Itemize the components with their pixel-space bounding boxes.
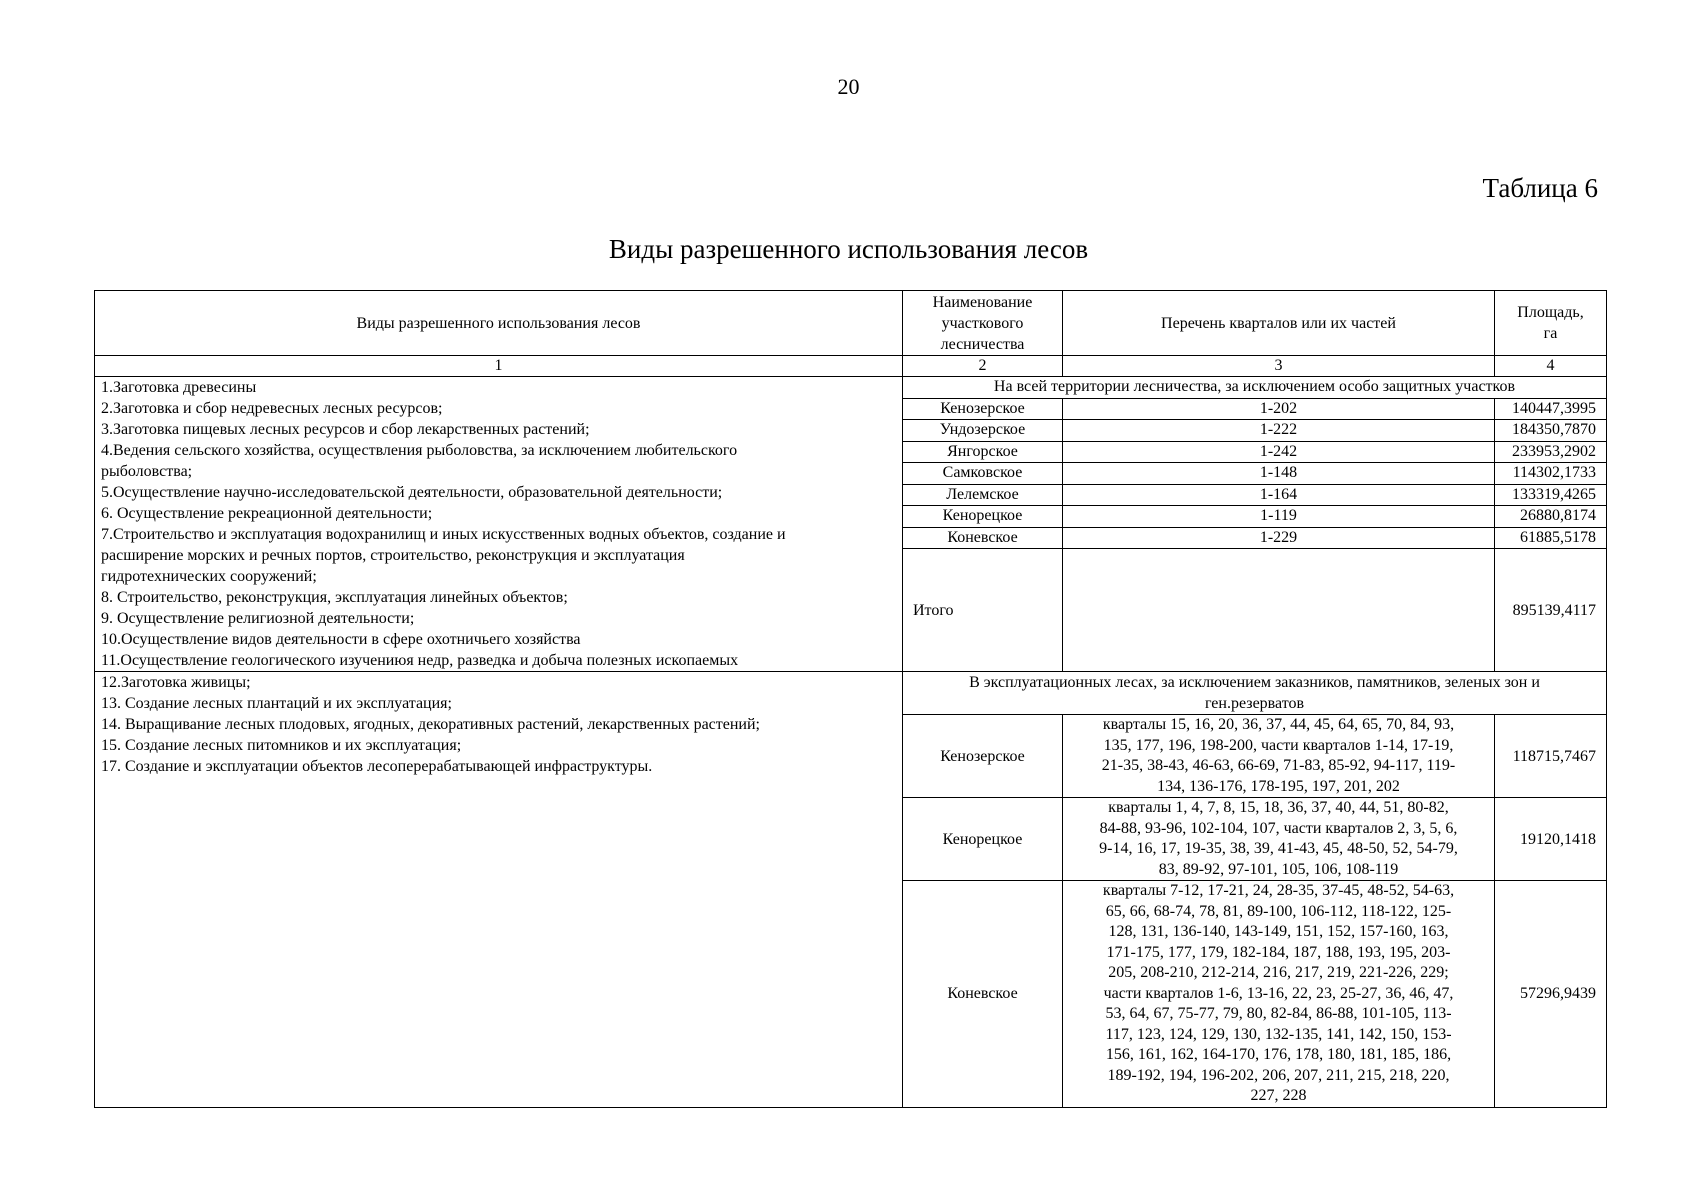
header-forestry: Наименование участкового лесничества <box>903 291 1063 356</box>
area-value: 26880,8174 <box>1495 506 1607 528</box>
total-label: Итого <box>903 549 1063 672</box>
use-item: 13. Создание лесных плантаций и их эксплуатация; <box>101 695 452 712</box>
header-area: Площадь, га <box>1495 291 1607 356</box>
use-item: 11.Осуществление геологического изучениюя недр, разведка и добыча полезных ископаемых <box>101 652 739 669</box>
forestry-name: Янгорское <box>903 441 1063 463</box>
use-item: 2.Заготовка и сбор недревесных лесных ресурсов; <box>101 400 443 417</box>
quarters-range: 1-242 <box>1063 441 1495 463</box>
quarters-range: 1-119 <box>1063 506 1495 528</box>
permitted-uses-table <box>94 290 1607 1108</box>
section1-uses-cell <box>95 377 903 672</box>
forestry-name: Самковское <box>903 463 1063 485</box>
use-item: 1.Заготовка древесины <box>101 379 257 396</box>
column-number: 3 <box>1063 356 1495 377</box>
quarters-range: 1-222 <box>1063 420 1495 442</box>
forestry-name: Ундозерское <box>903 420 1063 442</box>
section1-scope-row <box>95 377 1607 399</box>
page-number: 20 <box>837 74 860 99</box>
document-title: Виды разрешенного использования лесов <box>608 234 1089 264</box>
area-value: 61885,5178 <box>1495 527 1607 549</box>
quarters-list: кварталы 7-12, 17-21, 24, 28-35, 37-45, 48-52, 54-63, 65, 66, 68-74, 78, 81, 89-100, 106-112, 118-122, 125- 128, 131, 136-140, 143-149, 151, 152, 157-160, 163, 171-175, 177, 179, 182-184, 187, 188, 193, 195, 203- 205, 208-210, 212-214, 216, 217, 219, 221-226, 229; части кварталов 1-6, 13-16, 22, 23, 25-27, 36, 46, 47, 53, 64, 67, 75-77, 79, 80, 82-84, 86-88, 101-105, 113- 117, 123, 124, 129, 130, 132-135, 141, 142, 150, 153- 156, 161, 162, 164-170, 176, 178, 180, 181, 185, 186, 189-192, 194, 196-202, 206, 207, 211, 215, 218, 220, 227, 228 <box>1063 881 1495 1108</box>
quarters-range: 1-148 <box>1063 463 1495 485</box>
quarters-list: кварталы 1, 4, 7, 8, 15, 18, 36, 37, 40, 44, 51, 80-82, 84-88, 93-96, 102-104, 107, части кварталов 2, 3, 5, 6, 9-14, 16, 17, 19-35, 38, 39, 41-43, 45, 48-50, 52, 54-79, 83, 89-92, 97-101, 105, 106, 108-119 <box>1063 798 1495 881</box>
use-item: расширение морских и речных портов, строительство, реконструкция и эксплуатация <box>101 547 685 564</box>
use-item: 15. Создание лесных питомников и их эксплуатация; <box>101 737 462 754</box>
area-value: 57296,9439 <box>1495 881 1607 1108</box>
forestry-name: Кенозерское <box>903 398 1063 420</box>
section2-scope-note: В эксплуатационных лесах, за исключением заказников, памятников, зеленых зон и ген.резерватов <box>903 672 1607 715</box>
use-item: 5.Осуществление научно-исследовательской деятельности, образовательной деятельности; <box>101 484 723 501</box>
use-item: 17. Создание и эксплуатации объектов лесоперерабатывающей инфраструктуры. <box>101 758 653 775</box>
area-value: 114302,1733 <box>1495 463 1607 485</box>
use-item: 8. Строительство, реконструкция, эксплуатация линейных объектов; <box>101 589 568 606</box>
quarters-range: 1-164 <box>1063 484 1495 506</box>
area-value: 118715,7467 <box>1495 715 1607 798</box>
quarters-range: 1-229 <box>1063 527 1495 549</box>
forestry-name: Коневское <box>903 527 1063 549</box>
header-quarters: Перечень кварталов или их частей <box>1063 291 1495 356</box>
area-value: 233953,2902 <box>1495 441 1607 463</box>
use-item: 7.Строительство и эксплуатация водохранилищ и иных искусственных водных объектов, создание и <box>101 526 786 543</box>
area-value: 184350,7870 <box>1495 420 1607 442</box>
total-quarters-empty <box>1063 549 1495 672</box>
table-label: Таблица 6 <box>1482 173 1598 203</box>
forestry-name: Кенозерское <box>903 715 1063 798</box>
use-item: 10.Осуществление видов деятельности в сфере охотничьего хозяйства <box>101 631 581 648</box>
column-number: 4 <box>1495 356 1607 377</box>
header-uses: Виды разрешенного использования лесов <box>95 291 903 356</box>
section2-uses-cell <box>95 672 903 1108</box>
use-item: 6. Осуществление рекреационной деятельности; <box>101 505 433 522</box>
section1-scope-note: На всей территории лесничества, за исключением особо защитных участков <box>903 377 1607 399</box>
use-item: 9. Осуществление религиозной деятельности; <box>101 610 415 627</box>
use-item: гидротехнических сооружений; <box>101 568 317 585</box>
total-area: 895139,4117 <box>1495 549 1607 672</box>
use-item: 3.Заготовка пищевых лесных ресурсов и сбор лекарственных растений; <box>101 421 590 438</box>
forestry-name: Коневское <box>903 881 1063 1108</box>
forestry-name: Кенорецкое <box>903 506 1063 528</box>
column-number: 1 <box>95 356 903 377</box>
column-number: 2 <box>903 356 1063 377</box>
use-item: рыболовства; <box>101 463 193 480</box>
quarters-range: 1-202 <box>1063 398 1495 420</box>
quarters-list: кварталы 15, 16, 20, 36, 37, 44, 45, 64, 65, 70, 84, 93, 135, 177, 196, 198-200, части кварталов 1-14, 17-19, 21-35, 38-43, 46-63, 66-69, 71-83, 85-92, 94-117, 119- 134, 136-176, 178-195, 197, 201, 202 <box>1063 715 1495 798</box>
use-item: 4.Ведения сельского хозяйства, осуществления рыболовства, за исключением любительского <box>101 442 738 459</box>
header-row <box>95 291 1607 356</box>
area-value: 19120,1418 <box>1495 798 1607 881</box>
use-item: 12.Заготовка живицы; <box>101 674 251 691</box>
column-numbers-row <box>95 356 1607 377</box>
section2-scope-row <box>95 672 1607 715</box>
area-value: 133319,4265 <box>1495 484 1607 506</box>
forestry-name: Лелемское <box>903 484 1063 506</box>
use-item: 14. Выращивание лесных плодовых, ягодных, декоративных растений, лекарственных растений; <box>101 716 760 733</box>
forestry-name: Кенорецкое <box>903 798 1063 881</box>
area-value: 140447,3995 <box>1495 398 1607 420</box>
